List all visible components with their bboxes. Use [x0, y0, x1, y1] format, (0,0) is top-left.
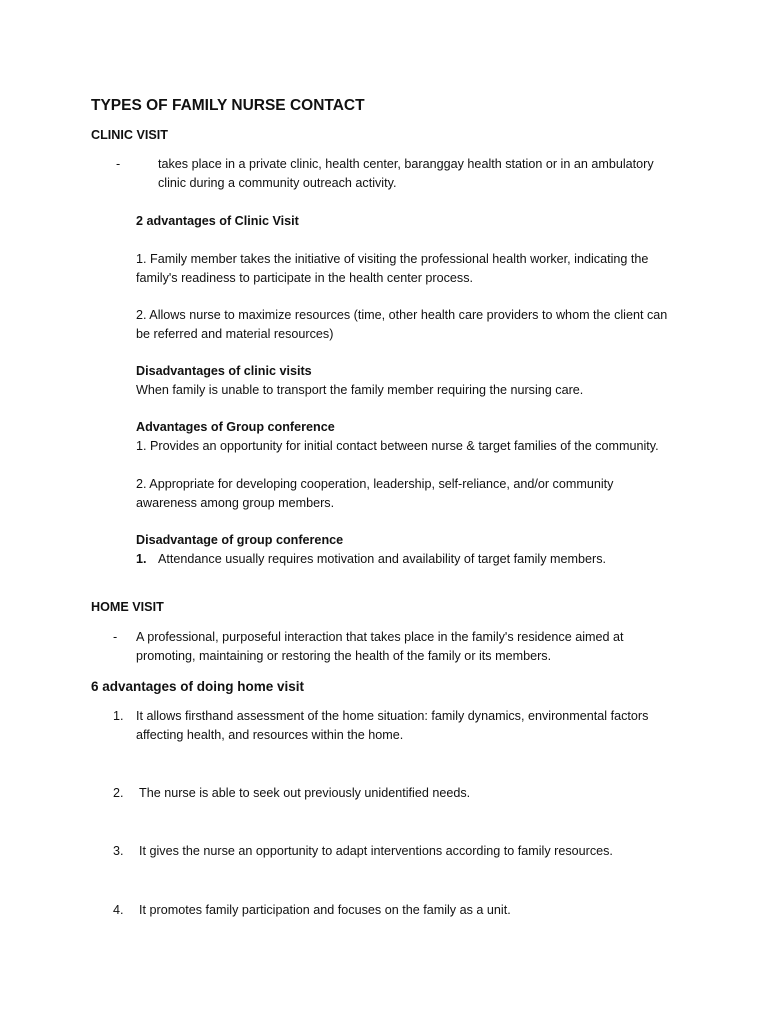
list-marker: 2. [113, 786, 124, 800]
list-marker: 1. [113, 709, 124, 723]
home-advantage-1: It allows firsthand assessment of the home situation: family dynamics, environmental factors affecting health, and resources within the home. [136, 709, 649, 742]
subheading-clinic-advantages: 2 advantages of Clinic Visit [136, 214, 299, 228]
subheading-group-advantages: Advantages of Group conference [136, 420, 335, 434]
home-visit-definition: A professional, purposeful interaction that takes place in the family's residence aimed at promoting, maintaining or restoring the health of the family or its members. [136, 630, 624, 663]
clinic-advantage-1: 1. Family member takes the initiative of visiting the professional health worker, indicating the family's readiness to participate in the health center process. [136, 252, 649, 285]
clinic-disadvantage-text: When family is unable to transport the family member requiring the nursing care. [136, 383, 584, 397]
list-marker: 4. [113, 903, 124, 917]
clinic-visit-definition: takes place in a private clinic, health center, baranggay health station or in an ambulatory clinic during a community outreach activity. [158, 157, 654, 190]
section-heading-clinic-visit: CLINIC VISIT [91, 128, 168, 142]
clinic-advantage-2: 2. Allows nurse to maximize resources (time, other health care providers to whom the client can be referred and material resources) [136, 308, 668, 341]
group-advantage-1: 1. Provides an opportunity for initial contact between nurse & target families of the community. [136, 439, 659, 453]
section-heading-home-visit: HOME VISIT [91, 600, 164, 614]
list-marker: 1. [136, 552, 147, 566]
subheading-clinic-disadvantages: Disadvantages of clinic visits [136, 364, 312, 378]
home-advantage-3: It gives the nurse an opportunity to adapt interventions according to family resources. [139, 844, 613, 858]
group-advantage-2: 2. Appropriate for developing cooperation, leadership, self-reliance, and/or community awareness among group members. [136, 477, 614, 510]
list-marker: 3. [113, 844, 124, 858]
page-title: TYPES OF FAMILY NURSE CONTACT [91, 97, 365, 114]
group-disadvantage-1: Attendance usually requires motivation and availability of target family members. [158, 552, 606, 566]
subheading-home-advantages: 6 advantages of doing home visit [91, 679, 305, 694]
bullet-marker: - [116, 157, 121, 171]
subheading-group-disadvantage: Disadvantage of group conference [136, 533, 344, 547]
home-advantage-4: It promotes family participation and focuses on the family as a unit. [139, 903, 511, 917]
home-advantage-2: The nurse is able to seek out previously unidentified needs. [139, 786, 471, 800]
bullet-marker: - [113, 630, 118, 644]
